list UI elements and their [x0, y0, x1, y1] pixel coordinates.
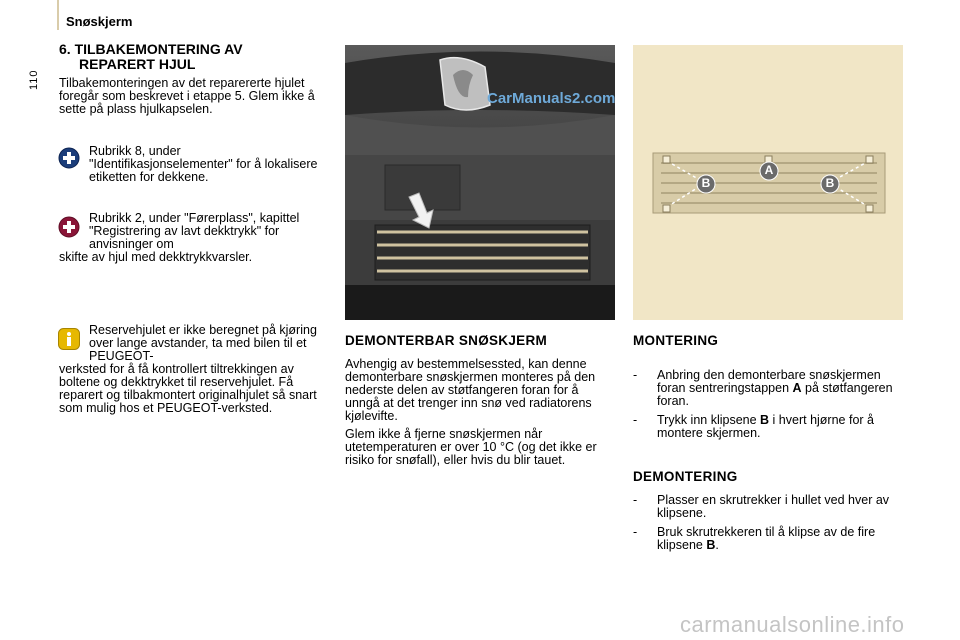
snow-screen-diagram — [633, 45, 903, 320]
footer-watermark: carmanualsonline.info — [680, 612, 905, 637]
demonterbar-heading: DEMONTERBAR SNØSKJERM — [345, 333, 548, 348]
page-number: 110 — [28, 69, 40, 90]
montering-list — [633, 369, 908, 446]
demontering-list — [633, 494, 908, 558]
diagram-label-b: B — [825, 176, 835, 190]
demontering-heading: DEMONTERING — [633, 469, 738, 484]
intro-text: Tilbakemonteringen av det reparererte hjulet foregår som beskrevet i etappe 5. Glem ikke å sette på plass hjulkapselen. — [59, 76, 315, 116]
section-title: Snøskjerm — [66, 14, 133, 29]
note-tyre-pressure: Rubrikk 2, under "Førerplass", kapittel "Registrering av lavt dekktrykk" for anvisninger om skifte av hjul med dekktrykkvarsler. — [59, 211, 300, 264]
diagram-label-b: B — [701, 176, 711, 190]
diagram-label-a: A — [764, 163, 774, 177]
front-bumper-photo — [345, 45, 615, 320]
list-item: - Anbring den demonterbare snøskjermen foran sentreringstappen A på støtfangeren foran. — [633, 368, 893, 408]
header-rule — [57, 0, 59, 30]
list-item: - Bruk skrutrekkeren til å klipse av de fire klipsene B. — [633, 525, 876, 552]
note-tyre-label: Rubrikk 8, under "Identifikasjonselementer" for å lokalisere etiketten for dekkene. — [89, 144, 318, 184]
photo-watermark: CarManuals2.com — [487, 90, 616, 107]
montering-heading: MONTERING — [633, 333, 719, 348]
demonterbar-text: Avhengig av bestemmelsessted, kan denne demonterbare snøskjermen monteres på den nederste delen av støtfangeren foran for å unngå at det trenger inn snø ved radiatorens kjølevifte. Glem ikke å fjerne snøskjermen når utetemperaturen er over 10 °C (og det ikke er risiko for snøfall), eller hvis du blir tauet. — [345, 357, 597, 467]
note-spare-wheel: Reservehjulet er ikke beregnet på kjøring over lange avstander, ta med bilen til et PEUGEOT- verksted for å få kontrollert tiltrekkingen av boltene og dekktrykket til reservehjulet. Få reparert og tilbakmontert originalhjulet så snart som mulig hos et PEUGEOT-verksted. — [59, 323, 317, 415]
section-heading: 6. TILBAKEMONTERING AV REPARERT HJUL — [59, 41, 243, 72]
list-item: - Trykk inn klipsene B i hvert hjørne for å montere skjermen. — [633, 413, 874, 440]
list-item: - Plasser en skrutrekker i hullet ved hver av klipsene. — [633, 493, 890, 520]
